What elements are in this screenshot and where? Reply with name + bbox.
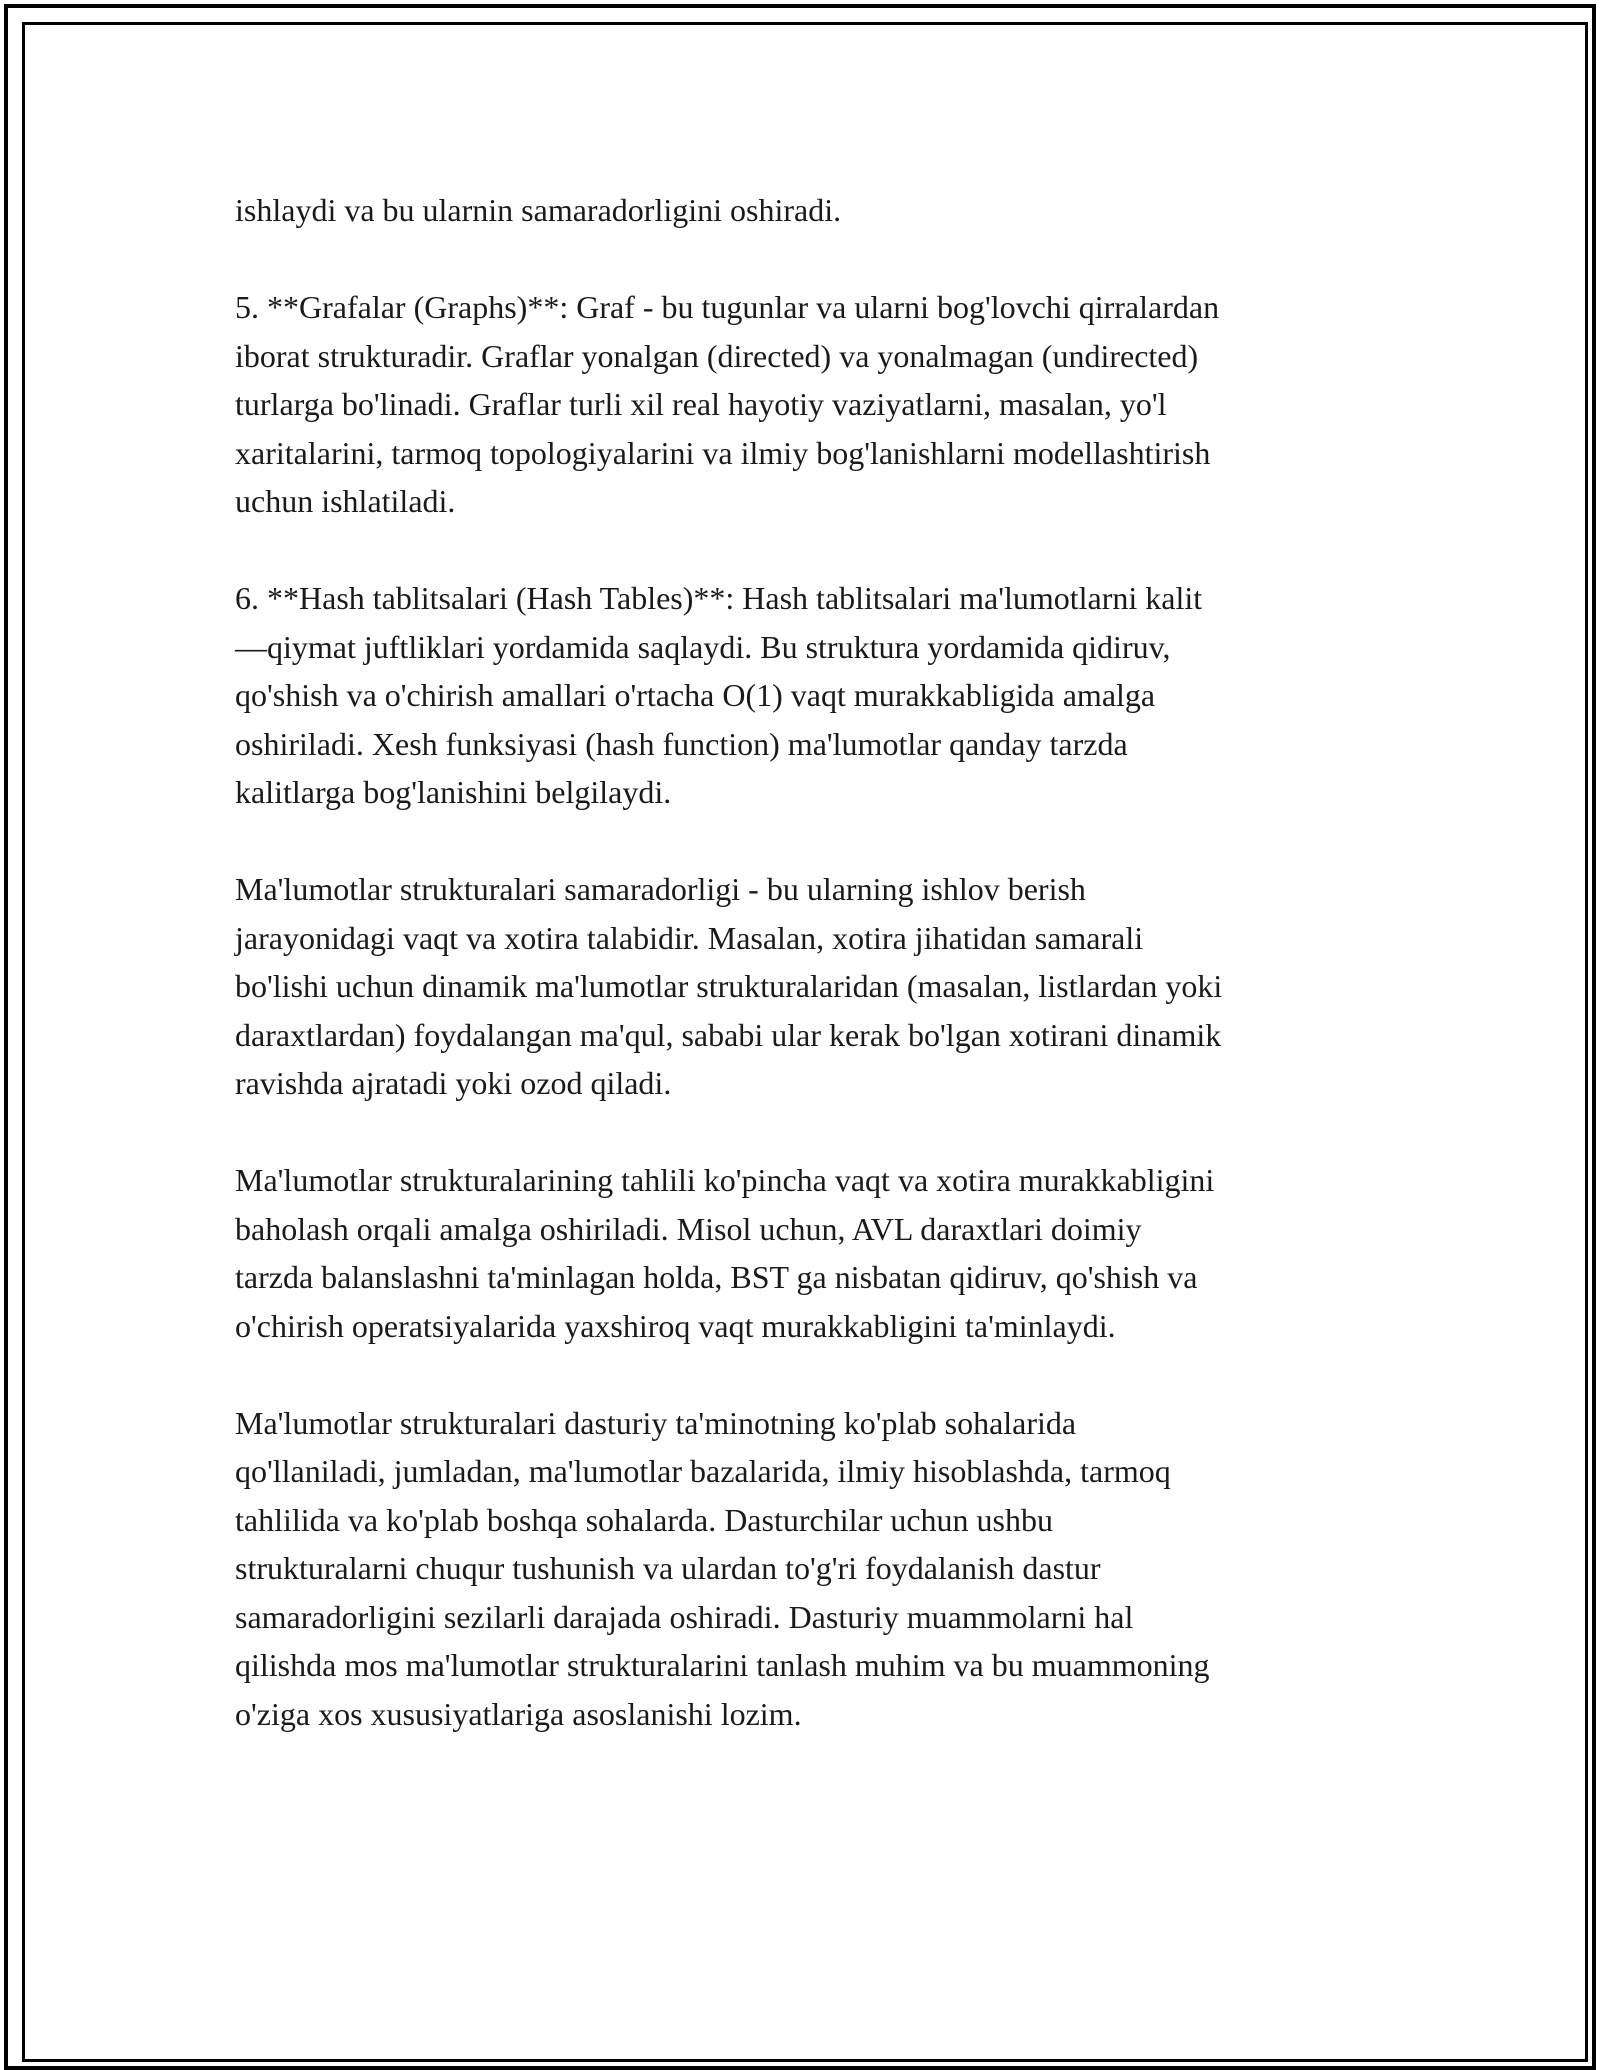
paragraph-hash-tables: 6. **Hash tablitsalari (Hash Tables)**: Hash tablitsalari ma'lumotlarni kalit —qiymat juftliklari yordamida saqlaydi. Bu struktura yordamida qidiruv, qo'shish va o'chirish amallari o'rtacha O(1) vaqt murakkabligida amalga oshiriladi. Xesh funksiyasi (hash function) ma'lumotlar qanday tarzda kalitlarga bog'lanishini belgilaydi. [235, 580, 1203, 810]
paragraph-continuation: ishlaydi va bu ularnin samaradorligini oshiradi. [235, 192, 842, 228]
paragraph-applications: Ma'lumotlar strukturalari dasturiy ta'minotning ko'plab sohalarida qo'llaniladi, jumladan, ma'lumotlar bazalarida, ilmiy hisoblashda, tarmoq tahlilida va ko'plab boshqa sohalarda. Dasturchilar uchun ushbu strukturalarni chuqur tushunish va ulardan to'g'ri foydalanish dastur samaradorligini sezilarli darajada oshiradi. Dasturiy muammolarni hal qilishda mos ma'lumotlar strukturalarini tanlash muhim va bu muammoning o'ziga xos xususiyatlariga asoslanishi lozim. [235, 1404, 1210, 1732]
paragraph-efficiency: Ma'lumotlar strukturalari samaradorligi - bu ularning ishlov berish jarayonidagi vaqt va xotira talabidir. Masalan, xotira jihatidan samarali bo'lishi uchun dinamik ma'lumotlar strukturalaridan (masalan, listlardan yoki daraxtlardan) foydalangan ma'qul, sababi ular kerak bo'lgan xotirani dinamik ravishda ajratadi yoki ozod qiladi. [235, 871, 1223, 1101]
paragraph-graphs: 5. **Grafalar (Graphs)**: Graf - bu tugunlar va ularni bog'lovchi qirralardan iborat strukturadir. Graflar yonalgan (directed) va yonalmagan (undirected) turlarga bo'linadi. Graflar turli xil real hayotiy vaziyatlarni, masalan, yo'l xaritalarini, tarmoq topologiyalarini va ilmiy bog'lanishlarni modellashtirish uchun ishlatiladi. [235, 289, 1220, 519]
document-body [235, 186, 1370, 1738]
paragraph-analysis: Ma'lumotlar strukturalarining tahlili ko'pincha vaqt va xotira murakkabligini baholash orqali amalga oshiriladi. Misol uchun, AVL daraxtlari doimiy tarzda balanslashni ta'minlagan holda, BST ga nisbatan qidiruv, qo'shish va o'chirish operatsiyalarida yaxshiroq vaqt murakkabligini ta'minlaydi. [235, 1162, 1215, 1344]
